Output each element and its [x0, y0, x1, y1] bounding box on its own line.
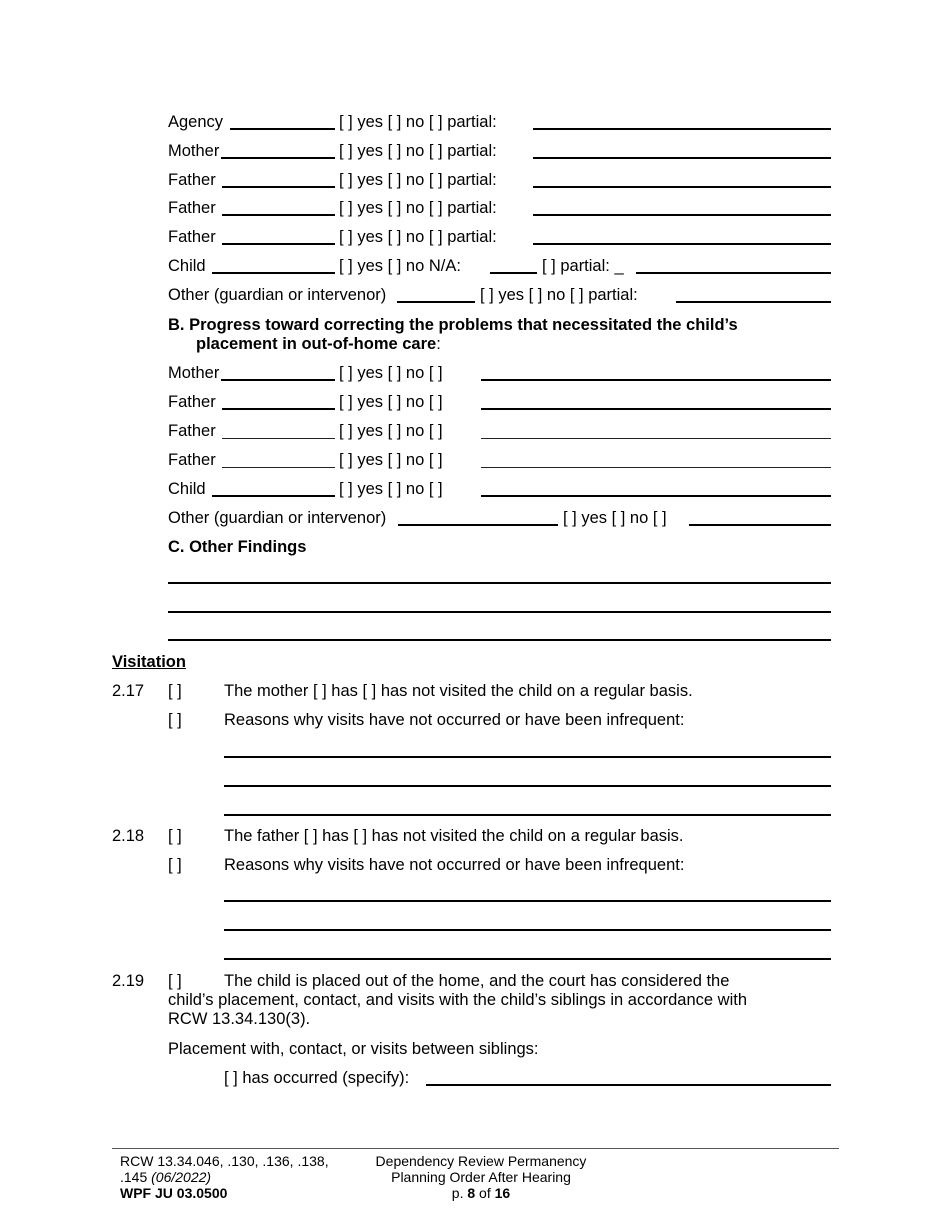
name-line[interactable]: [222, 438, 335, 439]
section-number: 2.19: [112, 972, 145, 990]
section-number: 2.18: [112, 827, 145, 845]
reason-line[interactable]: [224, 785, 831, 787]
checkbox-options[interactable]: [ ] yes [ ] no [ ] partial:: [339, 199, 497, 217]
progress-line[interactable]: [481, 408, 831, 410]
name-line[interactable]: [222, 214, 335, 216]
name-line[interactable]: [397, 301, 475, 303]
name-line[interactable]: [221, 157, 335, 159]
footer-rule: [112, 1148, 839, 1149]
name-line[interactable]: [222, 186, 335, 188]
partial-line[interactable]: [636, 272, 831, 274]
checkbox[interactable]: [ ]: [168, 827, 182, 845]
reason-line[interactable]: [224, 814, 831, 816]
checkbox[interactable]: [ ]: [168, 682, 182, 700]
checkbox[interactable]: [ ]: [168, 856, 182, 874]
party-label: Father: [168, 171, 216, 189]
reasons-text: Reasons why visits have not occurred or have been infrequent:: [224, 711, 685, 729]
partial-line[interactable]: [676, 301, 831, 303]
partial-line[interactable]: [533, 128, 831, 130]
father-visits-text: The father [ ] has [ ] has not visited the child on a regular basis.: [224, 827, 684, 845]
name-line[interactable]: [212, 272, 335, 274]
party-label: Mother: [168, 364, 220, 382]
visitation-heading: Visitation: [112, 653, 186, 671]
name-line[interactable]: [222, 467, 335, 468]
progress-line[interactable]: [481, 467, 831, 468]
reason-line[interactable]: [224, 958, 831, 960]
section-number: 2.17: [112, 682, 145, 700]
mother-visits-text: The mother [ ] has [ ] has not visited the child on a regular basis.: [224, 682, 693, 700]
partial-line[interactable]: [533, 214, 831, 216]
checkbox-options[interactable]: [ ] yes [ ] no [ ] partial:: [339, 142, 497, 160]
name-line[interactable]: [222, 408, 335, 410]
checkbox-options[interactable]: [ ] yes [ ] no [ ]: [563, 509, 667, 527]
party-label: Father: [168, 451, 216, 469]
form-id: WPF JU 03.0500: [120, 1185, 228, 1201]
reason-line[interactable]: [224, 900, 831, 902]
section-b-heading-cont: placement in out-of-home care:: [196, 335, 441, 353]
reason-line[interactable]: [224, 929, 831, 931]
name-line[interactable]: [212, 495, 335, 497]
progress-line[interactable]: [481, 495, 831, 497]
partial-line[interactable]: [533, 157, 831, 159]
checkbox-options[interactable]: [ ] yes [ ] no [ ]: [339, 364, 443, 382]
party-label: Father: [168, 228, 216, 246]
party-label: Father: [168, 393, 216, 411]
section-c-heading: C. Other Findings: [168, 538, 307, 556]
section-b-heading: B. Progress toward correcting the problems that necessitated the child’s: [168, 316, 738, 334]
checkbox-options[interactable]: [ ] yes [ ] no [ ]: [339, 393, 443, 411]
name-line[interactable]: [230, 128, 335, 130]
placement-text: Placement with, contact, or visits between siblings:: [168, 1040, 539, 1058]
progress-line[interactable]: [481, 379, 831, 381]
checkbox-options[interactable]: [ ] yes [ ] no [ ] partial:: [339, 171, 497, 189]
sibling-text-line2: child’s placement, contact, and visits with the child’s siblings in accordance with: [168, 991, 748, 1009]
party-label: Child: [168, 480, 206, 498]
checkbox-options[interactable]: [ ] yes [ ] no [ ]: [339, 480, 443, 498]
checkbox-options[interactable]: [ ] yes [ ] no [ ]: [339, 451, 443, 469]
footer-rcw: RCW 13.34.046, .130, .136, .138, .145 (06/2022) WPF JU 03.0500: [120, 1153, 329, 1201]
reasons-text: Reasons why visits have not occurred or have been infrequent:: [224, 856, 685, 874]
party-label: Other (guardian or intervenor): [168, 509, 387, 527]
party-label: Other (guardian or intervenor): [168, 286, 387, 304]
name-line[interactable]: [222, 243, 335, 245]
party-label: Father: [168, 199, 216, 217]
partial-option[interactable]: [ ] partial: _: [542, 257, 624, 275]
name-line[interactable]: [221, 379, 335, 381]
party-label: Father: [168, 422, 216, 440]
name-line[interactable]: [398, 524, 558, 526]
checkbox[interactable]: [ ]: [168, 972, 182, 990]
checkbox-options[interactable]: [ ] yes [ ] no N/A:: [339, 257, 461, 275]
party-label: Agency: [168, 113, 224, 131]
sibling-text-line3: RCW 13.34.130(3).: [168, 1010, 311, 1028]
party-label: Child: [168, 257, 206, 275]
progress-line[interactable]: [481, 438, 831, 439]
na-line[interactable]: [490, 272, 537, 274]
specify-line[interactable]: [426, 1084, 831, 1086]
other-findings-line[interactable]: [168, 611, 831, 613]
party-label: Mother: [168, 142, 220, 160]
has-occurred-option[interactable]: [ ] has occurred (specify):: [224, 1069, 410, 1087]
progress-line[interactable]: [689, 524, 831, 526]
sibling-text-line1: The child is placed out of the home, and the court has considered the: [224, 972, 730, 990]
checkbox-options[interactable]: [ ] yes [ ] no [ ] partial:: [339, 228, 497, 246]
reason-line[interactable]: [224, 756, 831, 758]
checkbox-options[interactable]: [ ] yes [ ] no [ ] partial:: [339, 113, 497, 131]
footer-title: Dependency Review Permanency Planning Order After Hearing p. 8 of 16: [360, 1153, 602, 1201]
checkbox[interactable]: [ ]: [168, 711, 182, 729]
other-findings-line[interactable]: [168, 639, 831, 641]
page-number: p. 8 of 16: [451, 1185, 511, 1201]
partial-line[interactable]: [533, 186, 831, 188]
partial-line[interactable]: [533, 243, 831, 245]
checkbox-options[interactable]: [ ] yes [ ] no [ ] partial:: [480, 286, 638, 304]
other-findings-line[interactable]: [168, 582, 831, 584]
checkbox-options[interactable]: [ ] yes [ ] no [ ]: [339, 422, 443, 440]
